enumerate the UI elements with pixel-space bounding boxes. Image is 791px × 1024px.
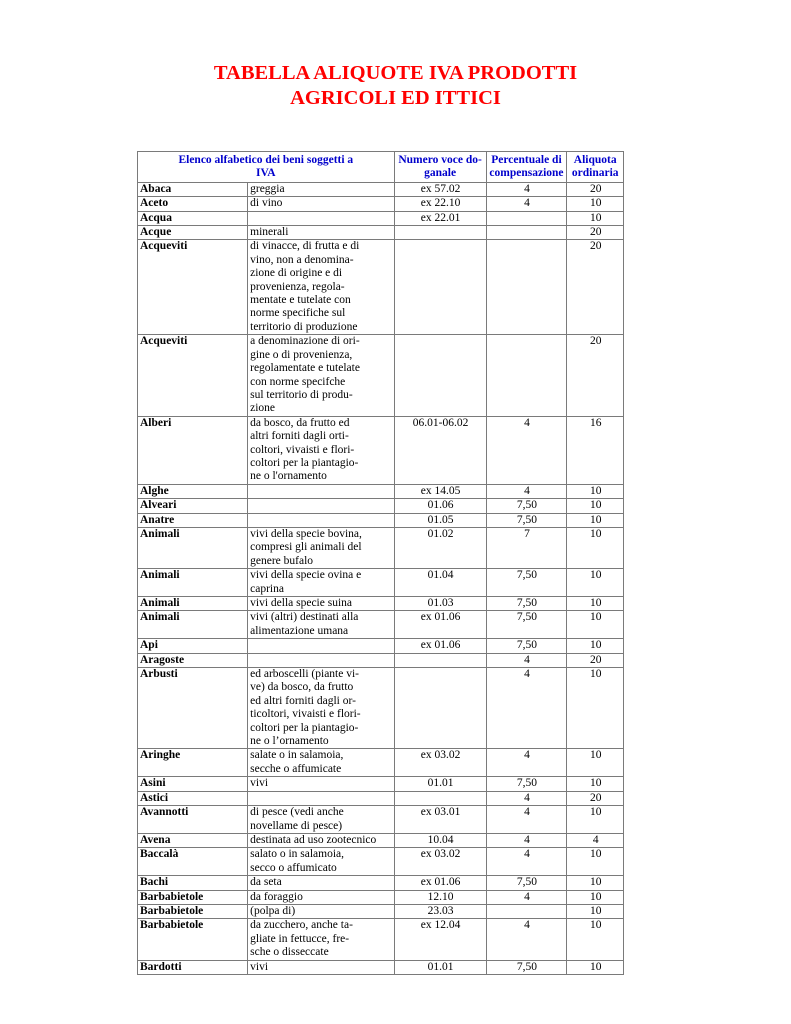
compensation-percent bbox=[486, 335, 567, 416]
customs-code: ex 01.06 bbox=[394, 611, 486, 639]
product-name: Astici bbox=[138, 791, 248, 805]
header-ordinary-rate: Aliquota ordinaria bbox=[567, 152, 624, 183]
product-description: salate o in salamoia, secche o affumicate bbox=[248, 749, 395, 777]
product-name: Alghe bbox=[138, 484, 248, 498]
table-row bbox=[138, 960, 624, 974]
product-name: Api bbox=[138, 639, 248, 653]
customs-code: ex 03.02 bbox=[394, 848, 486, 876]
customs-code: ex 01.06 bbox=[394, 639, 486, 653]
ordinary-rate: 10 bbox=[567, 513, 624, 527]
customs-code: 06.01-06.02 bbox=[394, 416, 486, 484]
compensation-percent bbox=[486, 226, 567, 240]
compensation-percent: 4 bbox=[486, 484, 567, 498]
product-description: a denominazione di ori- gine o di provenienza, regolamentate e tutelate con norme specifche sul territorio di produ- zione bbox=[248, 335, 395, 416]
table-row bbox=[138, 484, 624, 498]
product-name: Aringhe bbox=[138, 749, 248, 777]
product-description: salato o in salamoia, secco o affumicato bbox=[248, 848, 395, 876]
product-name: Asini bbox=[138, 777, 248, 791]
product-name: Aragoste bbox=[138, 653, 248, 667]
product-description: greggia bbox=[248, 182, 395, 196]
ordinary-rate: 20 bbox=[567, 335, 624, 416]
product-description: di vinacce, di frutta e di vino, non a denomina- zione di origine e di provenienza, regola- mentate e tutelate con norme specifiche sul territorio di produzione bbox=[248, 240, 395, 335]
customs-code: ex 01.06 bbox=[394, 876, 486, 890]
product-description: vivi della specie ovina e caprina bbox=[248, 569, 395, 597]
customs-code: ex 22.01 bbox=[394, 211, 486, 225]
compensation-percent bbox=[486, 211, 567, 225]
table-row bbox=[138, 597, 624, 611]
compensation-percent: 4 bbox=[486, 806, 567, 834]
product-name: Animali bbox=[138, 569, 248, 597]
product-name: Animali bbox=[138, 611, 248, 639]
customs-code: 01.02 bbox=[394, 527, 486, 568]
product-description: vivi (altri) destinati alla alimentazione umana bbox=[248, 611, 395, 639]
product-name: Acque bbox=[138, 226, 248, 240]
product-description: destinata ad uso zootecnico bbox=[248, 833, 395, 847]
product-name: Acqua bbox=[138, 211, 248, 225]
product-name: Acqueviti bbox=[138, 335, 248, 416]
ordinary-rate: 10 bbox=[567, 211, 624, 225]
ordinary-rate: 10 bbox=[567, 484, 624, 498]
product-description: vivi bbox=[248, 960, 395, 974]
customs-code bbox=[394, 226, 486, 240]
product-description: da bosco, da frutto ed altri forniti dagli orti- coltori, vivaisti e flori- coltori per la piantagio- ne o l'ornamento bbox=[248, 416, 395, 484]
table-row bbox=[138, 668, 624, 749]
ordinary-rate: 20 bbox=[567, 182, 624, 196]
compensation-percent: 4 bbox=[486, 791, 567, 805]
compensation-percent: 7,50 bbox=[486, 513, 567, 527]
customs-code: ex 03.01 bbox=[394, 806, 486, 834]
ordinary-rate: 10 bbox=[567, 527, 624, 568]
compensation-percent: 4 bbox=[486, 919, 567, 960]
table-row bbox=[138, 890, 624, 904]
compensation-percent: 7 bbox=[486, 527, 567, 568]
product-description bbox=[248, 499, 395, 513]
compensation-percent: 7,50 bbox=[486, 777, 567, 791]
ordinary-rate: 10 bbox=[567, 960, 624, 974]
compensation-percent: 4 bbox=[486, 197, 567, 211]
product-description: da seta bbox=[248, 876, 395, 890]
product-description bbox=[248, 513, 395, 527]
customs-code: 23.03 bbox=[394, 904, 486, 918]
product-name: Avena bbox=[138, 833, 248, 847]
table-row bbox=[138, 653, 624, 667]
product-name: Alberi bbox=[138, 416, 248, 484]
ordinary-rate: 10 bbox=[567, 569, 624, 597]
product-description: da zucchero, anche ta- gliate in fettucce, fre- sche o disseccate bbox=[248, 919, 395, 960]
ordinary-rate: 10 bbox=[567, 499, 624, 513]
table-row bbox=[138, 777, 624, 791]
ordinary-rate: 10 bbox=[567, 777, 624, 791]
ordinary-rate: 20 bbox=[567, 240, 624, 335]
ordinary-rate: 20 bbox=[567, 791, 624, 805]
table-row bbox=[138, 513, 624, 527]
compensation-percent: 4 bbox=[486, 668, 567, 749]
product-name: Baccalà bbox=[138, 848, 248, 876]
table-header-row bbox=[138, 152, 624, 183]
ordinary-rate: 10 bbox=[567, 876, 624, 890]
ordinary-rate: 10 bbox=[567, 668, 624, 749]
product-description: minerali bbox=[248, 226, 395, 240]
ordinary-rate: 10 bbox=[567, 806, 624, 834]
table-row bbox=[138, 611, 624, 639]
table-row bbox=[138, 791, 624, 805]
product-description: da foraggio bbox=[248, 890, 395, 904]
product-description: (polpa di) bbox=[248, 904, 395, 918]
product-name: Bardotti bbox=[138, 960, 248, 974]
table-row bbox=[138, 848, 624, 876]
header-customs-code: Numero voce do- ganale bbox=[394, 152, 486, 183]
table-row bbox=[138, 197, 624, 211]
product-name: Animali bbox=[138, 527, 248, 568]
product-description: di vino bbox=[248, 197, 395, 211]
table-row bbox=[138, 226, 624, 240]
compensation-percent: 7,50 bbox=[486, 960, 567, 974]
product-name: Bachi bbox=[138, 876, 248, 890]
customs-code: 01.06 bbox=[394, 499, 486, 513]
customs-code bbox=[394, 335, 486, 416]
customs-code: 01.04 bbox=[394, 569, 486, 597]
product-description bbox=[248, 791, 395, 805]
ordinary-rate: 10 bbox=[567, 197, 624, 211]
product-description: vivi della specie bovina, compresi gli animali del genere bufalo bbox=[248, 527, 395, 568]
customs-code: ex 57.02 bbox=[394, 182, 486, 196]
product-description: vivi della specie suina bbox=[248, 597, 395, 611]
product-name: Barbabietole bbox=[138, 919, 248, 960]
header-compensation-percent: Percentuale di compensazione bbox=[486, 152, 567, 183]
ordinary-rate: 4 bbox=[567, 833, 624, 847]
iva-rates-table bbox=[137, 151, 624, 975]
product-description bbox=[248, 639, 395, 653]
table-row bbox=[138, 919, 624, 960]
table-row bbox=[138, 569, 624, 597]
customs-code: ex 14.05 bbox=[394, 484, 486, 498]
product-description: vivi bbox=[248, 777, 395, 791]
ordinary-rate: 10 bbox=[567, 597, 624, 611]
table-row bbox=[138, 182, 624, 196]
table-row bbox=[138, 639, 624, 653]
customs-code: ex 12.04 bbox=[394, 919, 486, 960]
compensation-percent: 7,50 bbox=[486, 569, 567, 597]
table-body bbox=[138, 182, 624, 974]
product-name: Barbabietole bbox=[138, 904, 248, 918]
table-row bbox=[138, 806, 624, 834]
table-row bbox=[138, 211, 624, 225]
compensation-percent bbox=[486, 904, 567, 918]
product-name: Anatre bbox=[138, 513, 248, 527]
ordinary-rate: 10 bbox=[567, 749, 624, 777]
customs-code: 01.05 bbox=[394, 513, 486, 527]
customs-code: ex 03.02 bbox=[394, 749, 486, 777]
table-row bbox=[138, 240, 624, 335]
table-row bbox=[138, 904, 624, 918]
header-goods-list: Elenco alfabetico dei beni soggetti a IVA bbox=[138, 152, 395, 183]
compensation-percent: 4 bbox=[486, 848, 567, 876]
product-name: Abaca bbox=[138, 182, 248, 196]
customs-code bbox=[394, 668, 486, 749]
product-name: Acqueviti bbox=[138, 240, 248, 335]
product-name: Aceto bbox=[138, 197, 248, 211]
customs-code: 12.10 bbox=[394, 890, 486, 904]
page-title: TABELLA ALIQUOTE IVA PRODOTTI AGRICOLI ED ITTICI bbox=[213, 62, 578, 109]
product-description bbox=[248, 653, 395, 667]
product-name: Avannotti bbox=[138, 806, 248, 834]
ordinary-rate: 20 bbox=[567, 226, 624, 240]
compensation-percent: 7,50 bbox=[486, 597, 567, 611]
customs-code: ex 22.10 bbox=[394, 197, 486, 211]
compensation-percent bbox=[486, 240, 567, 335]
compensation-percent: 4 bbox=[486, 749, 567, 777]
compensation-percent: 7,50 bbox=[486, 876, 567, 890]
ordinary-rate: 10 bbox=[567, 919, 624, 960]
customs-code: 01.03 bbox=[394, 597, 486, 611]
product-name: Alveari bbox=[138, 499, 248, 513]
customs-code: 01.01 bbox=[394, 777, 486, 791]
ordinary-rate: 16 bbox=[567, 416, 624, 484]
product-name: Animali bbox=[138, 597, 248, 611]
table-row bbox=[138, 335, 624, 416]
customs-code bbox=[394, 653, 486, 667]
table-row bbox=[138, 876, 624, 890]
compensation-percent: 4 bbox=[486, 416, 567, 484]
product-name: Barbabietole bbox=[138, 890, 248, 904]
ordinary-rate: 10 bbox=[567, 890, 624, 904]
ordinary-rate: 10 bbox=[567, 848, 624, 876]
compensation-percent: 4 bbox=[486, 182, 567, 196]
table-row bbox=[138, 833, 624, 847]
table-row bbox=[138, 416, 624, 484]
customs-code bbox=[394, 240, 486, 335]
ordinary-rate: 10 bbox=[567, 904, 624, 918]
compensation-percent: 7,50 bbox=[486, 611, 567, 639]
compensation-percent: 7,50 bbox=[486, 639, 567, 653]
compensation-percent: 7,50 bbox=[486, 499, 567, 513]
customs-code: 10.04 bbox=[394, 833, 486, 847]
customs-code bbox=[394, 791, 486, 805]
compensation-percent: 4 bbox=[486, 653, 567, 667]
product-description: di pesce (vedi anche novellame di pesce) bbox=[248, 806, 395, 834]
ordinary-rate: 10 bbox=[567, 639, 624, 653]
table-row bbox=[138, 527, 624, 568]
compensation-percent: 4 bbox=[486, 833, 567, 847]
compensation-percent: 4 bbox=[486, 890, 567, 904]
product-name: Arbusti bbox=[138, 668, 248, 749]
ordinary-rate: 20 bbox=[567, 653, 624, 667]
ordinary-rate: 10 bbox=[567, 611, 624, 639]
product-description bbox=[248, 484, 395, 498]
product-description bbox=[248, 211, 395, 225]
product-description: ed arboscelli (piante vi- ve) da bosco, da frutto ed altri forniti dagli or- ticoltori, vivaisti e flori- coltori per la piantagio- ne o l’ornamento bbox=[248, 668, 395, 749]
table-row bbox=[138, 499, 624, 513]
table-row bbox=[138, 749, 624, 777]
customs-code: 01.01 bbox=[394, 960, 486, 974]
